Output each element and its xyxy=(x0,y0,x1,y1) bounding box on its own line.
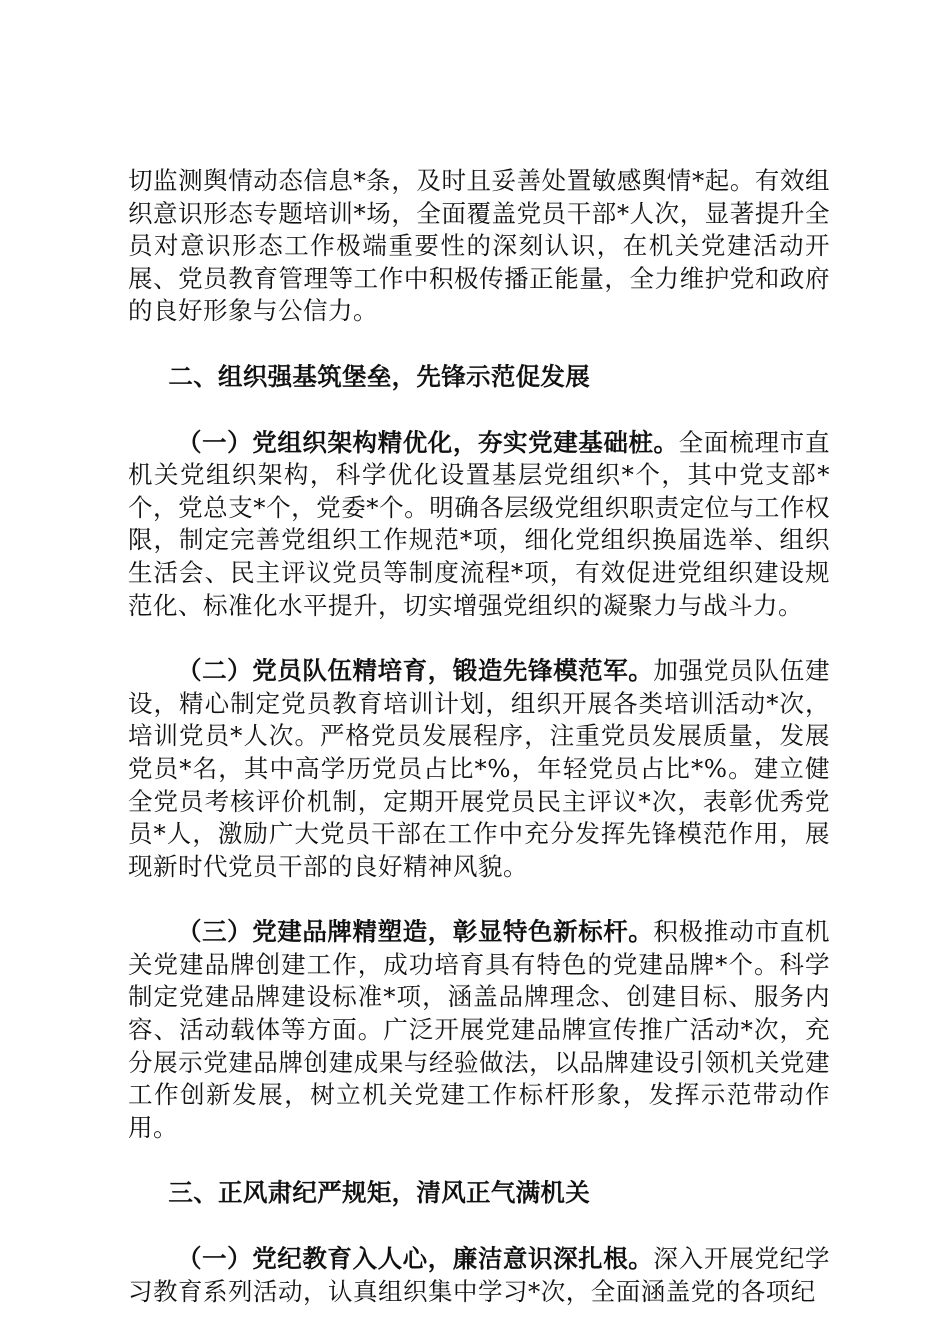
subsection-title: （一）党组织架构精优化，夯实党建基础桩。 xyxy=(177,427,679,457)
paragraph-party-brand xyxy=(128,916,830,1144)
paragraph-text: 加强党员队伍建设，精心制定党员教育培训计划，组织开展各类培训活动*次，培训党员*人次。严格党员发展程序，注重党员发展质量，发展党员*名，其中高学历党员占比*%，年轻党员占比*%。建立健全党员考核评价机制，定期开展党员民主评议*次，表彰优秀党员*人，激励广大党员干部在工作中充分发挥先锋模范作用，展现新时代党员干部的良好精神风貌。 xyxy=(128,656,831,881)
paragraph-text: 积极推动市直机关党建品牌创建工作，成功培育具有特色的党建品牌*个。科学制定党建品牌建设标准*项，涵盖品牌理念、创建目标、服务内容、活动载体等方面。广泛开展党建品牌宣传推广活动*次，充分展示党建品牌创建成果与经验做法，以品牌建设引领机关党建工作创新发展，树立机关党建工作标杆形象，发挥示范带动作用。 xyxy=(128,917,831,1142)
subsection-title: （二）党员队伍精培育，锻造先锋模范军。 xyxy=(177,656,654,686)
document-body xyxy=(128,165,830,1341)
paragraph-text: 深入开展党纪学习教育系列活动，认真组织集中学习*次，全面涵盖党的各项纪 xyxy=(128,1244,831,1306)
paragraph-text: 全面梳理市直机关党组织架构，科学优化设置基层党组织*个，其中党支部*个，党总支*个，党委*个。明确各层级党组织职责定位与工作权限，制定完善党组织工作规范*项，细化党组织换届选举、组织生活会、民主评议党员等制度流程*项，有效促进党组织建设规范化、标准化水平提升，切实增强党组织的凝聚力与战斗力。 xyxy=(128,427,831,620)
subsection-title: （三）党建品牌精塑造，彰显特色新标杆。 xyxy=(177,917,654,947)
paragraph-discipline-education xyxy=(128,1243,830,1308)
paragraph-org-structure xyxy=(128,427,830,623)
paragraph-party-members xyxy=(128,655,830,883)
subsection-title: （一）党纪教育入人心，廉洁意识深扎根。 xyxy=(177,1244,654,1274)
paragraph-ideology-work xyxy=(128,165,830,328)
section-heading-3: 三、正风肃纪严规矩，清风正气满机关 xyxy=(168,1178,591,1208)
paragraph-text: 切监测舆情动态信息*条，及时且妥善处置敏感舆情*起。有效组织意识形态专题培训*场，全面覆盖党员干部*人次，显著提升全员对意识形态工作极端重要性的深刻认识，在机关党建活动开展、党员教育管理等工作中积极传播正能量，全力维护党和政府的良好形象与公信力。 xyxy=(128,166,830,326)
section-heading-2: 二、组织强基筑堡垒，先锋示范促发展 xyxy=(168,361,591,391)
